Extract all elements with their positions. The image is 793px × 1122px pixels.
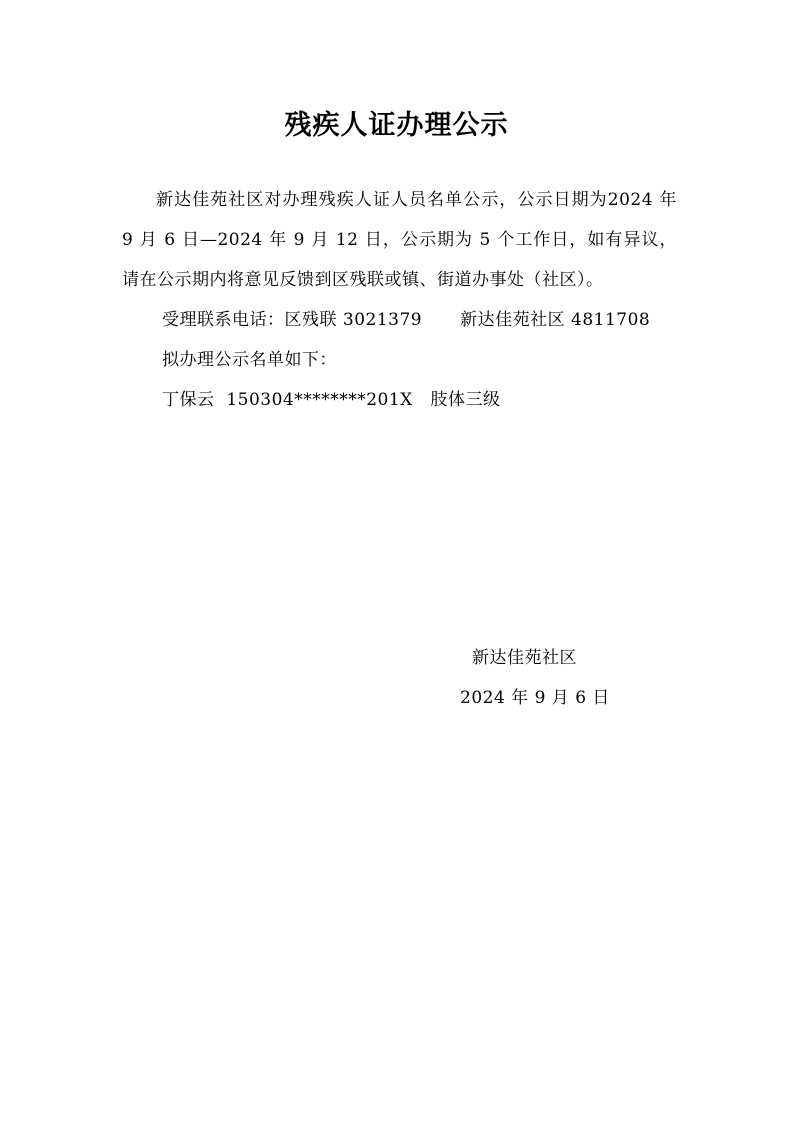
document-title: 残疾人证办理公示 (284, 110, 509, 141)
signature-block (440, 638, 640, 718)
signature-date: 2024 年 9 月 6 日 (460, 688, 610, 708)
contact-community: 新达佳苑社区 4811708 (460, 310, 651, 330)
signature-organization: 新达佳苑社区 (472, 648, 577, 668)
list-intro: 拟办理公示名单如下： (162, 350, 337, 370)
contact-district: 区残联 3021379 (284, 310, 423, 330)
document-body (122, 180, 677, 420)
notice-paragraph: 新达佳苑社区对办理残疾人证人员名单公示，公示日期为2024 年 9 月 6 日—2024 年 9 月 12 日，公示期为 5 个工作日，如有异议，请在公示期内将意见反馈到区残联或镇、街道办事处（社区）。 (122, 190, 677, 290)
applicant-name: 丁保云 (162, 390, 215, 410)
applicant-row (122, 380, 677, 420)
contact-line (122, 300, 677, 340)
applicant-disability: 肢体三级 (430, 390, 501, 410)
contact-label: 受理联系电话： (162, 310, 285, 330)
applicant-id: 150304********201X (226, 390, 413, 410)
